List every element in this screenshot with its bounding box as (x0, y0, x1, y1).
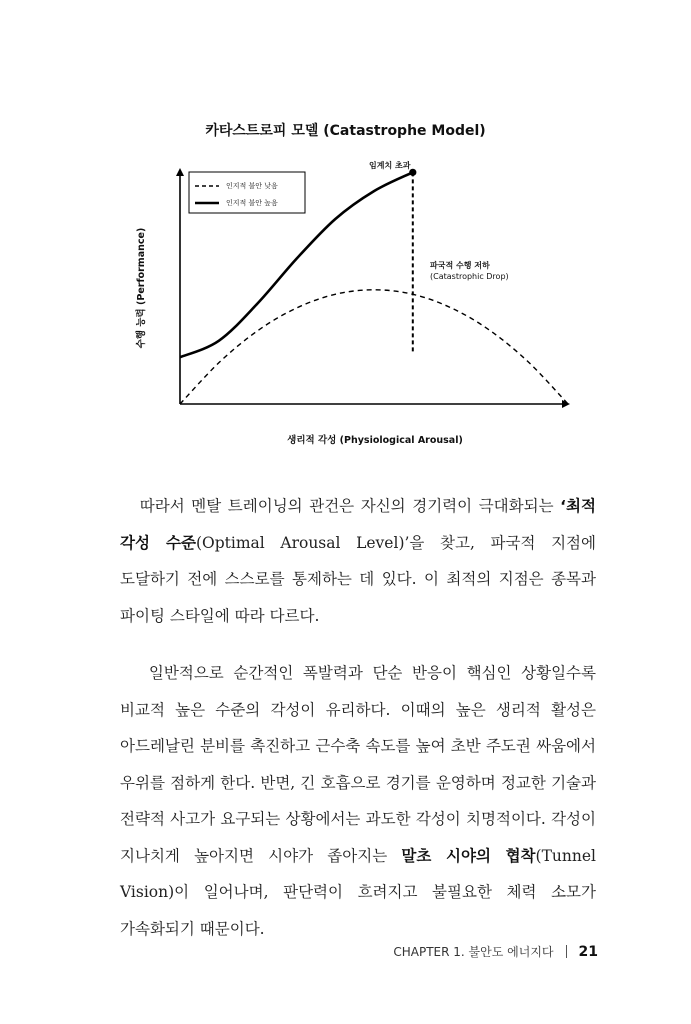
legend-label-low: 인지적 불안 낮음 (226, 182, 278, 190)
paragraph-1-text-c: (Optimal Arousal Level)’을 찾고, 파국적 지점에 도달하기 전에 스스로를 통제하는 데 있다. 이 최적의 지점은 종목과 파이팅 스타일에 따라 다르다. (120, 533, 596, 625)
paragraph-2-emphasis: 말초 시야의 협착 (401, 846, 536, 865)
peak-annotation: 임계치 초과 (369, 161, 411, 170)
legend-label-high: 인지적 불안 높음 (226, 199, 278, 207)
chart-title: 카타스트로피 모델 (Catastrophe Model) (205, 123, 486, 139)
paragraph-2-text-c: (Tunnel Vision)이 일어나며, 판단력이 흐려지고 불필요한 체력 소모가 가속화되기 때문이다. (120, 846, 596, 938)
drop-annotation-subtitle: (Catastrophic Drop) (430, 272, 509, 281)
drop-annotation-title: 파국적 수행 저하 (430, 261, 490, 270)
paragraph-1-emphasis: ‘최적 각성 수준 (120, 497, 596, 552)
catastrophe-model-figure (0, 0, 691, 460)
paragraph-1 (120, 488, 596, 634)
paragraph-2-text-a: 일반적으로 순간적인 폭발력과 단순 반응이 핵심인 상황일수록 비교적 높은 수준의 각성이 유리하다. 이때의 높은 생리적 활성은 아드레날린 분비를 촉진하고 근수축 속도를 높여 초반 주도권 싸움에서 우위를 점하게 한다. 반면, 긴 호흡으로 경기를 운영하며 정교한 기술과 전략적 사고가 요구되는 상황에서는 과도한 각성이 치명적이다. 각성이 지나치게 높아지면 시야가 좁아지는 (120, 664, 596, 865)
chapter-title: CHAPTER 1. 불안도 에너지다 (393, 945, 554, 959)
page-number: 21 (578, 943, 598, 960)
y-axis-label: 수행 능력 (Performance) (136, 227, 147, 349)
page-footer (393, 943, 598, 960)
x-axis-label: 생리적 각성 (Physiological Arousal) (287, 435, 463, 446)
series-low-anxiety-line (180, 290, 568, 404)
paragraph-2 (120, 655, 596, 947)
paragraph-1-text-a: 따라서 멘탈 트레이닝의 관건은 자신의 경기력이 극대화되는 (139, 497, 561, 515)
chart-svg (0, 0, 691, 460)
footer-separator (566, 945, 567, 958)
